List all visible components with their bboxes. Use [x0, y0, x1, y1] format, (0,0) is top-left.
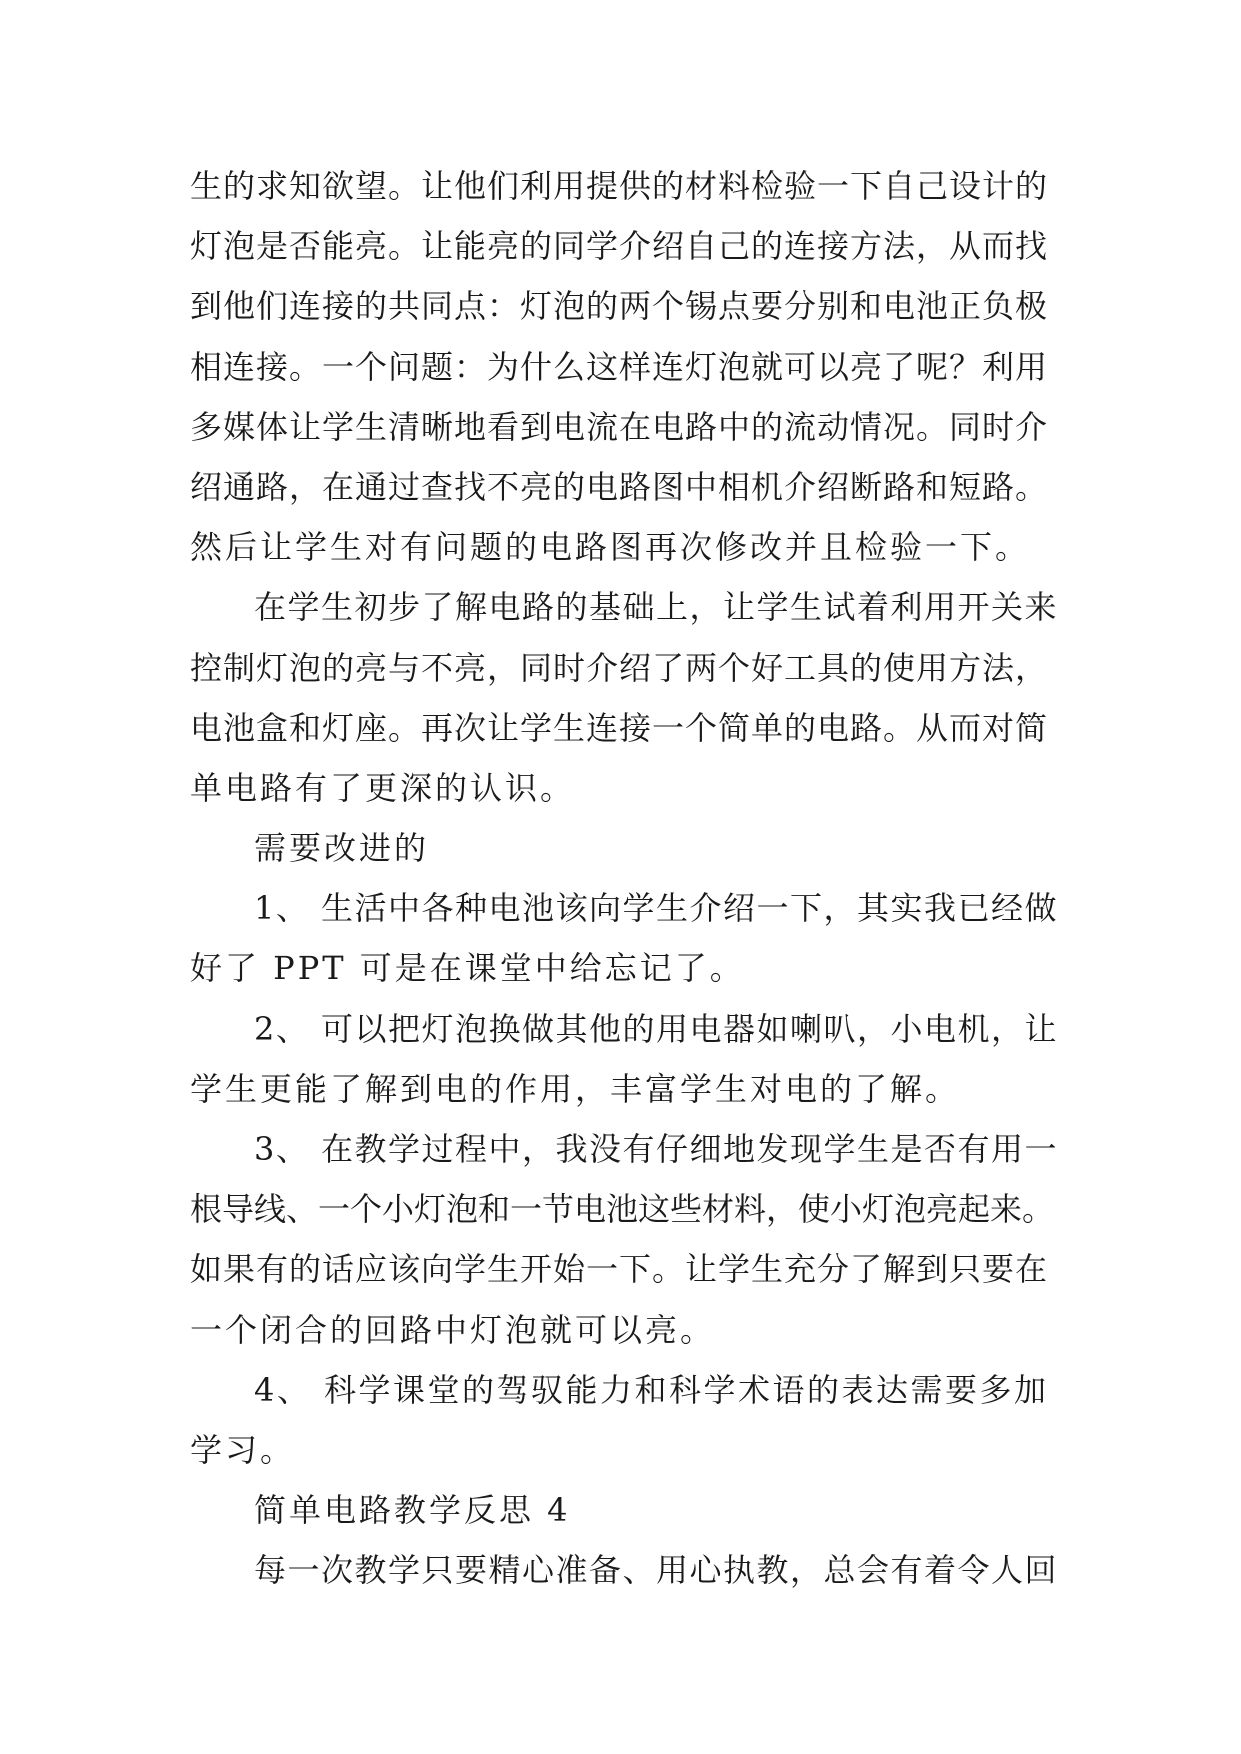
- text-line: 控制灯泡的亮与不亮，同时介绍了两个好工具的使用方法，: [190, 648, 1049, 687]
- text-line: 1、 生活中各种电池该向学生介绍一下，其实我已经做: [254, 889, 1059, 928]
- text-line: 相连接。一个问题：为什么这样连灯泡就可以亮了呢？利用: [190, 347, 1049, 386]
- text-line: 每一次教学只要精心准备、用心执教，总会有着令人回: [254, 1551, 1059, 1590]
- text-line: 好了 PPT 可是在课堂中给忘记了。: [190, 949, 745, 988]
- text-line: 多媒体让学生清晰地看到电流在电路中的流动情况。同时介: [190, 407, 1049, 446]
- text-line: 绍通路，在通过查找不亮的电路图中相机介绍断路和短路。: [190, 467, 1049, 506]
- text-line: 根导线、一个小灯泡和一节电池这些材料，使小灯泡亮起来。: [190, 1190, 1055, 1229]
- text-line: 电池盒和灯座。再次让学生连接一个简单的电路。从而对简: [190, 708, 1049, 747]
- text-line: 学生更能了解到电的作用，丰富学生对电的了解。: [190, 1069, 961, 1108]
- text-line: 一个闭合的回路中灯泡就可以亮。: [190, 1310, 716, 1349]
- text-line: 在学生初步了解电路的基础上，让学生试着利用开关来: [254, 588, 1059, 627]
- text-line: 简单电路教学反思 4: [254, 1491, 571, 1530]
- text-line: 4、 科学课堂的驾驭能力和科学术语的表达需要多加: [254, 1370, 1049, 1409]
- text-line: 灯泡是否能亮。让能亮的同学介绍自己的连接方法，从而找: [190, 227, 1049, 266]
- document-body: [190, 156, 1060, 1601]
- text-line: 学习。: [190, 1430, 296, 1469]
- text-line: 如果有的话应该向学生开始一下。让学生充分了解到只要在: [190, 1250, 1049, 1289]
- text-line: 3、 在教学过程中，我没有仔细地发现学生是否有用一: [254, 1130, 1059, 1168]
- text-line: 生的求知欲望。让他们利用提供的材料检验一下自己设计的: [190, 167, 1049, 205]
- text-line: 需要改进的: [254, 829, 430, 868]
- text-line: 2、 可以把灯泡换做其他的用电器如喇叭，小电机，让: [254, 1009, 1059, 1048]
- text-line: 单电路有了更深的认识。: [190, 768, 576, 807]
- text-line: 然后让学生对有问题的电路图再次修改并且检验一下。: [190, 528, 1031, 567]
- text-line: 到他们连接的共同点：灯泡的两个锡点要分别和电池正负极: [190, 287, 1049, 326]
